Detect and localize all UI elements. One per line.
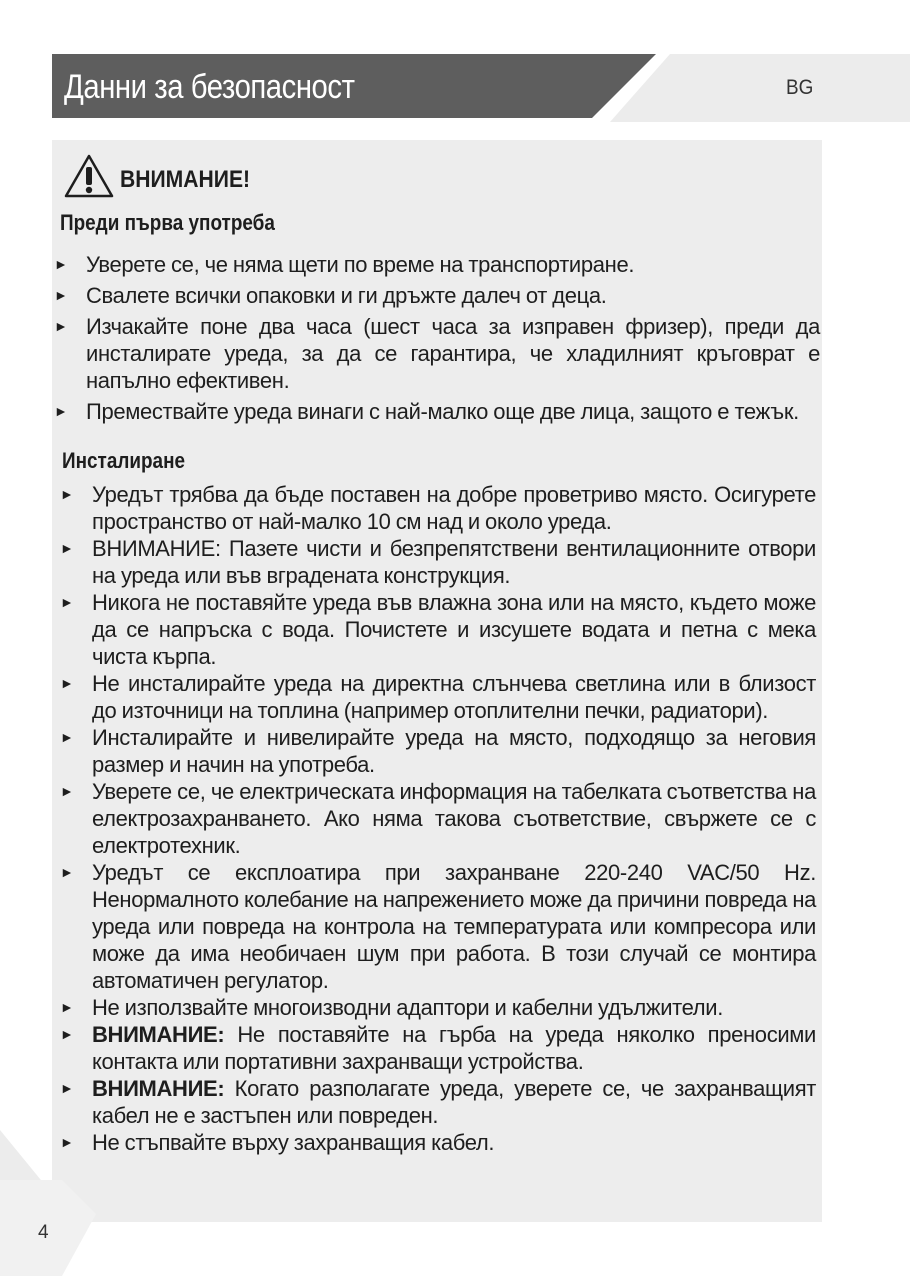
warning-heading xyxy=(62,150,268,202)
item-text: Не инсталирайте уреда на директна слънчева светлина или в близост до източници на топлина (например отоплителни печки, радиатори). xyxy=(92,671,816,723)
list-item xyxy=(60,1129,816,1156)
bullet-arrow-icon: ► xyxy=(60,729,74,745)
warning-triangle-icon xyxy=(62,152,116,200)
item-text: ВНИМАНИЕ: Пазете чисти и безпрепятствени вентилационните отвори на уреда или във вградената конструкция. xyxy=(92,536,816,588)
list-item xyxy=(54,398,820,425)
item-emphasis: ВНИМАНИЕ: xyxy=(92,1076,225,1101)
item-text: Когато разполагате уреда, уверете се, че захранващият кабел не е застъпен или повреден. xyxy=(92,1076,816,1128)
item-text: Инсталирайте и нивелирайте уреда на място, подходящо за неговия размер и начин на употреба. xyxy=(92,725,816,777)
installation-list xyxy=(60,481,816,1156)
language-code: BG xyxy=(786,76,814,99)
bullet-arrow-icon: ► xyxy=(54,287,68,303)
page-number: 4 xyxy=(38,1222,49,1243)
item-text: Изчакайте поне два часа (шест часа за изправен фризер), преди да инсталирате уреда, за да се гарантира, че хладилният кръговрат е напълно ефективен. xyxy=(86,314,820,393)
list-item xyxy=(60,481,816,535)
item-text: Не използвайте многоизводни адаптори и кабелни удължители. xyxy=(92,995,723,1020)
list-item xyxy=(60,670,816,724)
bullet-arrow-icon: ► xyxy=(60,540,74,556)
item-text: Не стъпвайте върху захранващия кабел. xyxy=(92,1130,495,1155)
list-item xyxy=(54,282,820,309)
list-item xyxy=(60,589,816,670)
item-text: Уредът се експлоатира при захранване 220-240 VAC/50 Hz. Ненормалното колебание на напрежението може да причини повреда на уреда или повреда на контрола на температурата или компресора или може да има необичаен шум при работа. В този случай се монтира автоматичен регулатор. xyxy=(92,860,816,993)
list-item xyxy=(60,859,816,994)
item-text: Не поставяйте на гърба на уреда няколко преносими контакта или портативни захранващи устройства. xyxy=(92,1022,816,1074)
item-text: Уредът трябва да бъде поставен на добре проветриво място. Осигурете пространство от най-малко 10 см над и около уреда. xyxy=(92,482,816,534)
header-decoration xyxy=(610,54,910,122)
bullet-arrow-icon: ► xyxy=(54,403,68,419)
item-text: Уверете се, че електрическата информация на табелката съответства на електрозахранването. Ако няма такова съответствие, свържете се с електротехник. xyxy=(92,779,816,858)
bullet-arrow-icon: ► xyxy=(60,999,74,1015)
warning-title: ВНИМАНИЕ! xyxy=(120,166,251,193)
bullet-arrow-icon: ► xyxy=(60,1080,74,1096)
list-item xyxy=(60,1075,816,1129)
item-text: Уверете се, че няма щети по време на транспортиране. xyxy=(86,252,635,277)
item-text: Премествайте уреда винаги с най-малко още две лица, защото е тежък. xyxy=(86,399,799,424)
list-item xyxy=(60,778,816,859)
bullet-arrow-icon: ► xyxy=(54,318,68,334)
bullet-arrow-icon: ► xyxy=(60,1134,74,1150)
item-text: Свалете всички опаковки и ги дръжте далеч от деца. xyxy=(86,283,607,308)
list-item xyxy=(60,724,816,778)
item-text: Никога не поставяйте уреда във влажна зона или на място, където може да се напръска с вода. Почистете и изсушете водата и петна с мека чиста кърпа. xyxy=(92,590,816,669)
list-item xyxy=(60,535,816,589)
page-title: Данни за безопасност xyxy=(64,68,355,106)
list-item xyxy=(54,313,820,394)
section-title-first-use: Преди първа употреба xyxy=(60,210,275,235)
list-item xyxy=(54,251,820,278)
bullet-arrow-icon: ► xyxy=(60,864,74,880)
list-item xyxy=(60,1021,816,1075)
first-use-list xyxy=(54,251,820,429)
bullet-arrow-icon: ► xyxy=(54,256,68,272)
bullet-arrow-icon: ► xyxy=(60,675,74,691)
section-title-installation: Инсталиране xyxy=(62,448,186,473)
bullet-arrow-icon: ► xyxy=(60,594,74,610)
item-emphasis: ВНИМАНИЕ: xyxy=(92,1022,225,1047)
bullet-arrow-icon: ► xyxy=(60,1026,74,1042)
list-item xyxy=(60,994,816,1021)
bullet-arrow-icon: ► xyxy=(60,486,74,502)
bullet-arrow-icon: ► xyxy=(60,783,74,799)
